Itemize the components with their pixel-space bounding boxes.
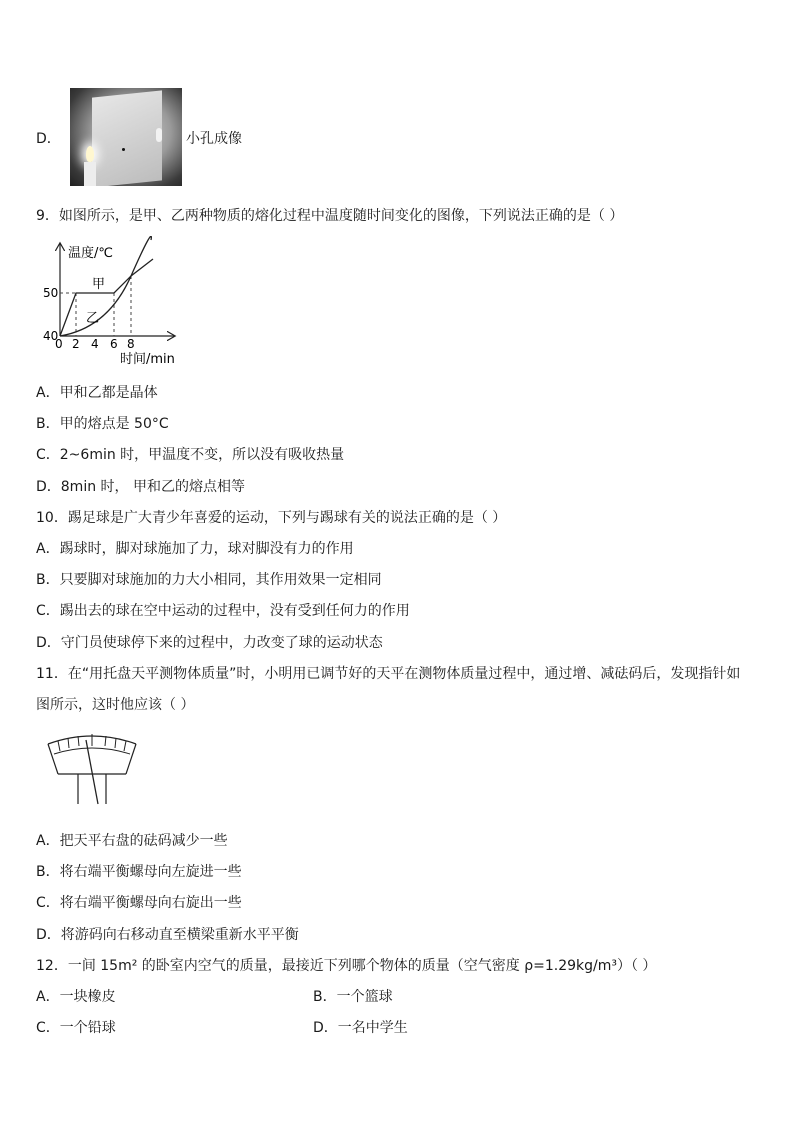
q8-option-d-letter: D． xyxy=(36,131,61,147)
x-tick-8: 8 xyxy=(127,337,135,351)
q9-option-d: D．8min 时， 甲和乙的熔点相等 xyxy=(36,479,245,495)
q11-option-c: C．将右端平衡螺母向右旋出一些 xyxy=(36,895,242,911)
x-axis-label: 时间/min xyxy=(120,352,175,367)
q12-option-c: C．一个铅球 xyxy=(36,1020,116,1036)
x-tick-4: 4 xyxy=(91,337,99,351)
x-tick-0: 0 xyxy=(55,337,63,351)
q9-stem: 9．如图所示，是甲、乙两种物质的熔化过程中温度随时间变化的图像，下列说法正确的是（ ） xyxy=(36,208,624,224)
series-jia-label: 甲 xyxy=(92,277,106,292)
pinhole xyxy=(122,148,125,151)
q11-stem-line2: 图所示，这时他应该（ ） xyxy=(36,697,195,713)
series-yi-label: 乙 xyxy=(86,311,100,326)
candle xyxy=(84,162,96,186)
inverted-image xyxy=(156,128,162,142)
q9-temperature-time-graph xyxy=(36,236,196,372)
candle-flame-icon xyxy=(86,146,94,162)
q11-option-a: A．把天平右盘的砝码减少一些 xyxy=(36,833,228,849)
q9-option-b: B．甲的熔点是 50°C xyxy=(36,416,169,432)
q10-option-a: A．踢球时，脚对球施加了力，球对脚没有力的作用 xyxy=(36,541,354,557)
q12-option-b: B．一个篮球 xyxy=(313,989,393,1005)
q10-option-b: B．只要脚对球施加的力大小相同，其作用效果一定相同 xyxy=(36,572,382,588)
q12-option-a: A．一块橡皮 xyxy=(36,989,116,1005)
q8-option-d-text: 小孔成像 xyxy=(186,131,242,147)
q11-stem-line1: 11．在“用托盘天平测物体质量”时，小明用已调节好的天平在测物体质量过程中，通过增、减砝码后，发现指针如 xyxy=(36,666,741,682)
q9-option-a: A．甲和乙都是晶体 xyxy=(36,385,158,401)
q9-option-c: C．2~6min 时，甲温度不变，所以没有吸收热量 xyxy=(36,447,345,463)
q10-stem: 10．踢足球是广大青少年喜爱的运动，下列与踢球有关的说法正确的是（ ） xyxy=(36,510,507,526)
q12-option-d: D．一名中学生 xyxy=(313,1020,408,1036)
y-tick-40: 40 xyxy=(43,329,59,343)
screen-sheet xyxy=(92,90,162,186)
y-tick-50: 50 xyxy=(43,286,59,300)
balance-pointer xyxy=(86,740,98,804)
balance-pointer-scale xyxy=(44,730,140,806)
q11-option-d: D．将游码向右移动直至横梁重新水平平衡 xyxy=(36,927,299,943)
pinhole-imaging-photo xyxy=(70,88,182,186)
q12-stem: 12．一间 15m² 的卧室内空气的质量，最接近下列哪个物体的质量（空气密度 ρ=1.29kg/m³）（ ） xyxy=(36,958,657,974)
y-axis-label: 温度/℃ xyxy=(68,246,113,261)
q11-option-b: B．将右端平衡螺母向左旋进一些 xyxy=(36,864,242,880)
series-jia-line xyxy=(60,259,153,336)
q10-option-c: C．踢出去的球在空中运动的过程中，没有受到任何力的作用 xyxy=(36,603,410,619)
x-tick-2: 2 xyxy=(72,337,80,351)
q10-option-d: D．守门员使球停下来的过程中，力改变了球的运动状态 xyxy=(36,635,383,651)
x-tick-6: 6 xyxy=(110,337,118,351)
